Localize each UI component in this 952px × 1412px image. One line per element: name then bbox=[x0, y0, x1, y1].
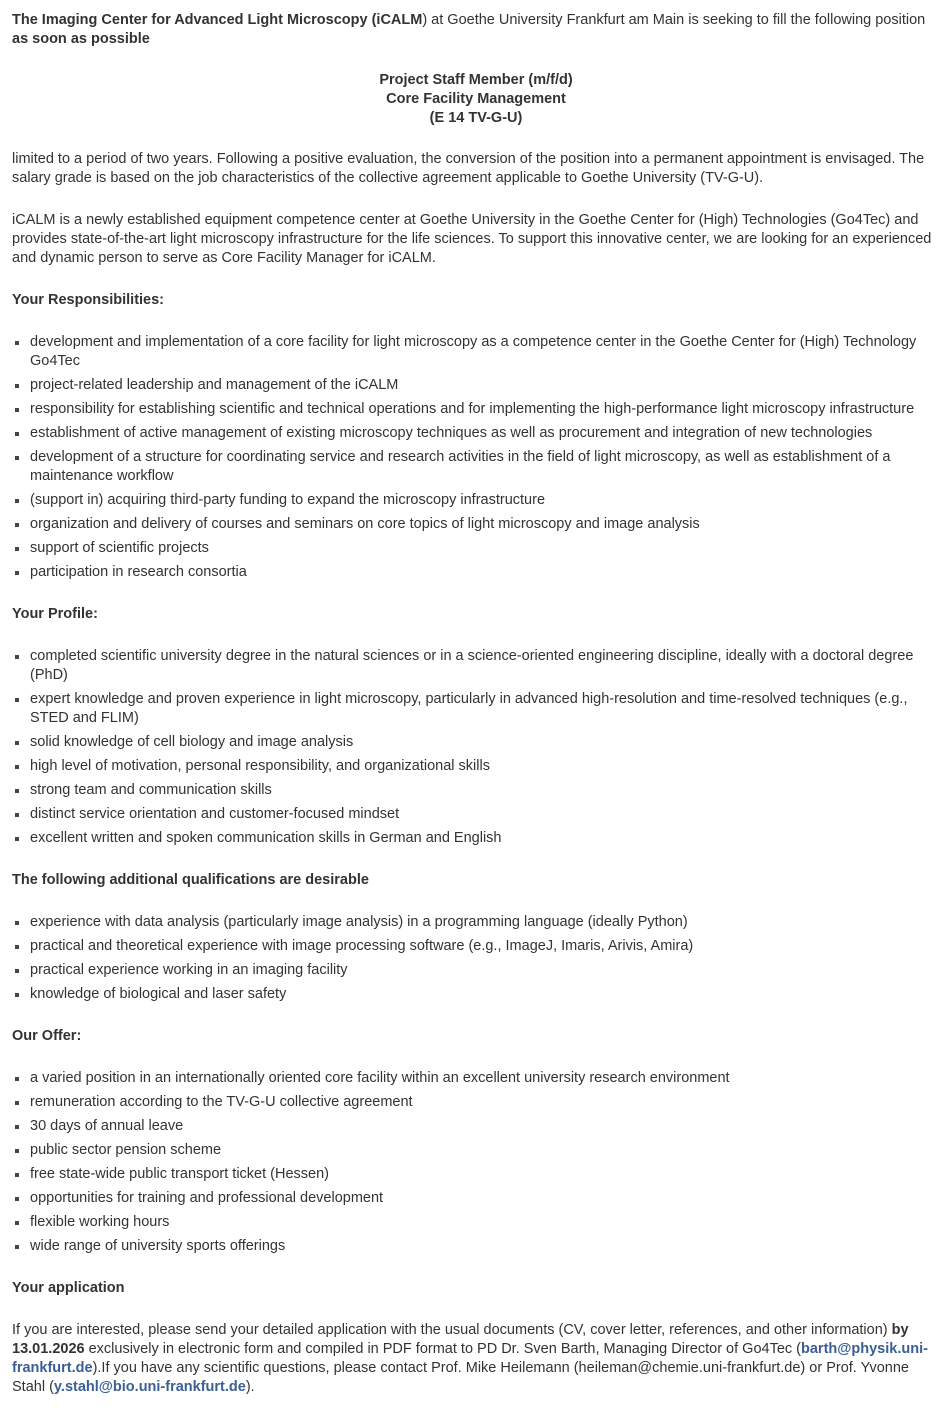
desirable-heading: The following additional qualifications are desirable bbox=[12, 872, 369, 888]
term-paragraph: limited to a period of two years. Following a positive evaluation, the conversion of the position into a permanent appointment is envisaged. The salary grade is based on the job characteristics of the collective agreement applicable to Goethe University (TV-G-U). bbox=[12, 151, 925, 186]
email-link-barth[interactable]: barth@physik.uni-frankfurt.de bbox=[12, 1341, 928, 1376]
list-item: strong team and communication skills bbox=[12, 781, 940, 800]
list-item: development of a structure for coordinating service and research activities in the field of light microscopy, as well as establishment of a maintenance workflow bbox=[12, 448, 940, 486]
list-item: excellent written and spoken communication skills in German and English bbox=[12, 829, 940, 848]
offer-heading: Our Offer: bbox=[12, 1028, 82, 1044]
list-item: flexible working hours bbox=[12, 1213, 940, 1232]
list-item: experience with data analysis (particularly image analysis) in a programming language (ideally Python) bbox=[12, 913, 940, 932]
application-text-1: If you are interested, please send your detailed application with the usual documents (CV, cover letter, references, and other information) bbox=[12, 1322, 892, 1338]
list-item: remuneration according to the TV-G-U collective agreement bbox=[12, 1093, 940, 1112]
list-item: organization and delivery of courses and seminars on core topics of light microscopy and image analysis bbox=[12, 515, 940, 534]
intro-org-name: The Imaging Center for Advanced Light Microscopy (iCALM bbox=[12, 12, 423, 28]
list-item: a varied position in an internationally oriented core facility within an excellent university research environment bbox=[12, 1069, 940, 1088]
list-item: development and implementation of a core facility for light microscopy as a competence center in the Goethe Center for (High) Technology Go4Tec bbox=[12, 333, 940, 371]
list-item: responsibility for establishing scientific and technical operations and for implementing the high-performance light microscopy infrastructure bbox=[12, 400, 940, 419]
application-text-3: ).If you have any scientific questions, please contact Prof. Mike Heilemann (heileman@chemie.uni-frankfurt.de) or Prof. Yvonne Stahl ( bbox=[12, 1360, 909, 1395]
position-subtitle: Core Facility Management bbox=[386, 91, 566, 107]
responsibilities-heading: Your Responsibilities: bbox=[12, 292, 165, 308]
list-item: completed scientific university degree in the natural sciences or in a science-oriented engineering discipline, ideally with a doctoral degree (PhD) bbox=[12, 647, 940, 685]
list-item: expert knowledge and proven experience in light microscopy, particularly in advanced high-resolution and time-resolved techniques (e.g., STED and FLIM) bbox=[12, 690, 940, 728]
list-item: solid knowledge of cell biology and image analysis bbox=[12, 733, 940, 752]
list-item: establishment of active management of existing microscopy techniques as well as procurement and integration of new technologies bbox=[12, 424, 940, 443]
list-item: support of scientific projects bbox=[12, 539, 940, 558]
application-heading: Your application bbox=[12, 1280, 125, 1296]
list-item: public sector pension scheme bbox=[12, 1141, 940, 1160]
about-paragraph: iCALM is a newly established equipment competence center at Goethe University in the Goethe Center for (High) Technologies (Go4Tec) and provides state-of-the-art light microscopy infrastructure for the life sciences. To support this innovative center, we are looking for an experienced and dynamic person to serve as Core Facility Manager for iCALM. bbox=[12, 212, 932, 266]
list-item: free state-wide public transport ticket (Hessen) bbox=[12, 1165, 940, 1184]
profile-list bbox=[12, 647, 940, 848]
list-item: high level of motivation, personal responsibility, and organizational skills bbox=[12, 757, 940, 776]
intro-asap: as soon as possible bbox=[12, 31, 150, 47]
list-item: practical and theoretical experience with image processing software (e.g., ImageJ, Imaris, Arivis, Amira) bbox=[12, 937, 940, 956]
responsibilities-list bbox=[12, 333, 940, 582]
intro-paragraph bbox=[12, 11, 940, 49]
position-title: Project Staff Member (m/f/d) bbox=[379, 72, 573, 88]
position-title-block bbox=[12, 71, 940, 128]
list-item: opportunities for training and professional development bbox=[12, 1189, 940, 1208]
application-paragraph bbox=[12, 1321, 940, 1397]
intro-text: ) at Goethe University Frankfurt am Main is seeking to fill the following position bbox=[422, 12, 926, 28]
list-item: practical experience working in an imaging facility bbox=[12, 961, 940, 980]
email-link-stahl[interactable]: y.stahl@bio.uni-frankfurt.de bbox=[53, 1379, 246, 1395]
list-item: (support in) acquiring third-party funding to expand the microscopy infrastructure bbox=[12, 491, 940, 510]
list-item: wide range of university sports offerings bbox=[12, 1237, 940, 1256]
desirable-list bbox=[12, 913, 940, 1004]
list-item: project-related leadership and management of the iCALM bbox=[12, 376, 940, 395]
list-item: participation in research consortia bbox=[12, 563, 940, 582]
list-item: knowledge of biological and laser safety bbox=[12, 985, 940, 1004]
application-deadline: by 13.01.2026 bbox=[12, 1322, 909, 1357]
list-item: 30 days of annual leave bbox=[12, 1117, 940, 1136]
application-text-4: ). bbox=[245, 1379, 255, 1395]
list-item: distinct service orientation and customer-focused mindset bbox=[12, 805, 940, 824]
position-grade: (E 14 TV-G-U) bbox=[429, 110, 523, 126]
offer-list bbox=[12, 1069, 940, 1256]
profile-heading: Your Profile: bbox=[12, 606, 98, 622]
application-text-2: exclusively in electronic form and compiled in PDF format to PD Dr. Sven Barth, Managing Director of Go4Tec ( bbox=[84, 1341, 802, 1357]
